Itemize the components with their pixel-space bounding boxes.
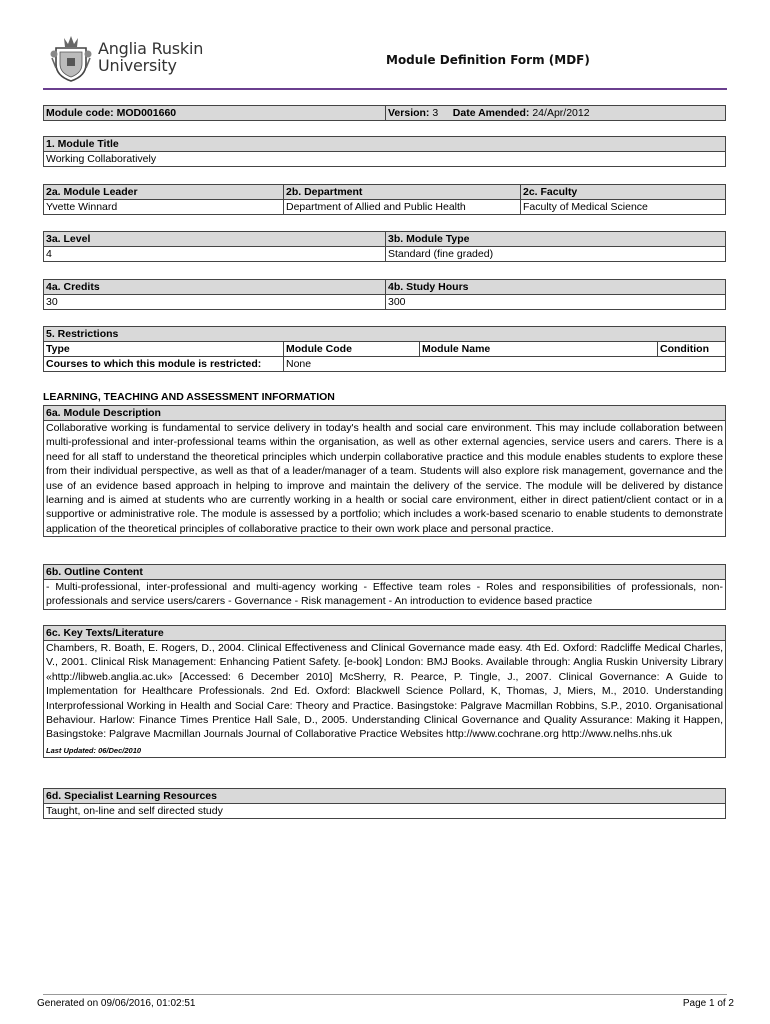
date-label: Date Amended: [452, 107, 530, 119]
restrictions-col-type: Type [44, 342, 284, 356]
logo-line-1: Anglia Ruskin [98, 39, 204, 58]
leader-section [43, 184, 726, 215]
outline-header: 6b. Outline Content [44, 565, 725, 579]
restrictions-row-value: None [286, 358, 312, 370]
study-hours-header: 4b. Study Hours [386, 280, 725, 294]
key-texts-header: 6c. Key Texts/Literature [44, 626, 725, 640]
generated-timestamp: Generated on 09/06/2016, 01:02:51 [37, 998, 196, 1009]
footer-rule [43, 994, 727, 995]
date-value: 24/Apr/2012 [532, 107, 590, 119]
resources-header: 6d. Specialist Learning Resources [44, 789, 725, 803]
university-logo [50, 34, 210, 82]
credits-header: 4a. Credits [44, 280, 386, 294]
version-label: Version: [388, 107, 430, 119]
level-value: 4 [44, 247, 386, 261]
resources-text: Taught, on-line and self directed study [46, 805, 223, 817]
module-code-section [43, 105, 726, 121]
faculty-value: Faculty of Medical Science [523, 201, 648, 213]
restrictions-col-condition: Condition [660, 343, 709, 355]
restrictions-header: 5. Restrictions [44, 327, 725, 341]
module-type-header: 3b. Module Type [386, 232, 725, 246]
outline-text: - Multi-professional, inter-professional and multi-agency working - Effective team roles - Roles and responsibilities of professionals, non-professionals and service users/carers - Governance - Risk management - An introduction to evidence based practice [46, 581, 723, 608]
lta-heading: LEARNING, TEACHING AND ASSESSMENT INFORMATION [43, 391, 335, 403]
page-number: Page 1 of 2 [682, 998, 734, 1009]
module-leader-value: Yvette Winnard [44, 200, 284, 214]
module-title-value: Working Collaboratively [46, 153, 157, 165]
logo-line-2: University [98, 56, 177, 75]
department-value: Department of Allied and Public Health [284, 200, 521, 214]
version-value: 3 [432, 107, 439, 119]
module-title-header: 1. Module Title [44, 137, 725, 151]
credits-section [43, 279, 726, 310]
department-header: 2b. Department [284, 185, 521, 199]
module-code: Module code: MOD001660 [44, 106, 386, 120]
study-hours-value: 300 [388, 296, 406, 308]
description-section [43, 405, 726, 537]
restrictions-section [43, 326, 726, 372]
module-type-value: Standard (fine graded) [388, 248, 494, 260]
restrictions-col-module-name: Module Name [420, 342, 658, 356]
outline-section [43, 564, 726, 610]
module-leader-header: 2a. Module Leader [44, 185, 284, 199]
level-header: 3a. Level [44, 232, 386, 246]
resources-section [43, 788, 726, 819]
document-title: Module Definition Form (MDF) [386, 53, 590, 67]
crest-icon [50, 34, 92, 82]
description-header: 6a. Module Description [44, 406, 725, 420]
restrictions-row-label: Courses to which this module is restricted: [44, 357, 284, 371]
key-texts-section [43, 625, 726, 758]
credits-value: 30 [44, 295, 386, 309]
module-title-section [43, 136, 726, 167]
faculty-header: 2c. Faculty [521, 185, 725, 199]
header-rule [43, 88, 727, 90]
last-updated: Last Updated: 06/Dec/2010 [46, 745, 142, 755]
version-date [386, 106, 725, 120]
restrictions-col-module-code: Module Code [284, 342, 420, 356]
description-text: Collaborative working is fundamental to service delivery in today's health and social care environment. This may include collaboration between multi-professional and inter-professional teams within the organisation, as well as other external agencies, service users and carers. There is a need for all staff to understand the theoretical principles which underpin collaborative practice and this module enables students to explore these from their individual perspective, as well as that of a leader/manager of a team. Students will also explore risk management, governance and the use of an evidence based approach in helping to improve and maintain the delivery of the service. The module will be delivered by distance learning and is aimed at students who are currently working in a health or social care environment, either in direct patient/client contact or in a supportive or administrative role. The module is assessed by a portfolio; which includes a work-based scenario to enable students to demonstrate application of the theoretical principles of collaborative practice to their own work place and personal practice. [46, 422, 723, 535]
level-section [43, 231, 726, 262]
key-texts-text: Chambers, R. Boath, E. Rogers, D., 2004. Clinical Effectiveness and Clinical Governance made easy. 4th Ed. Oxford: Radcliffe Medical Charles, V., 2001. Clinical Risk Management: Enhancing Patient Safety. [e-book] London: BMJ Books. Available through: Anglia Ruskin University Library «http://libweb.anglia.ac.uk» [Accessed: 6 December 2010] McSherry, R. Pearce, P. Tingle, J., 2007. Clinical Governance: A Guide to Implementation for Healthcare Professionals. 2nd Ed. Oxford: Blackwell Science Pollard, K, Thomas, J, Miers, M., 2010. Understanding Interprofessional Working in Health and Social Care: Theory and Practice. Basingstoke: Palgrave Macmillan Robbins, S.P., 2010. Organisational Behaviour. Harlow: Finance Times Prentice Hall Sale, D., 2005. Understanding Clinical Governance and Quality Assurance: Making it Happen, Basingstoke: Palgrave Macmillan Journals Journal of Collaborative Practice Websites http://www.cochrane.org http://www.nelhs.nhs.uk [46, 642, 723, 741]
